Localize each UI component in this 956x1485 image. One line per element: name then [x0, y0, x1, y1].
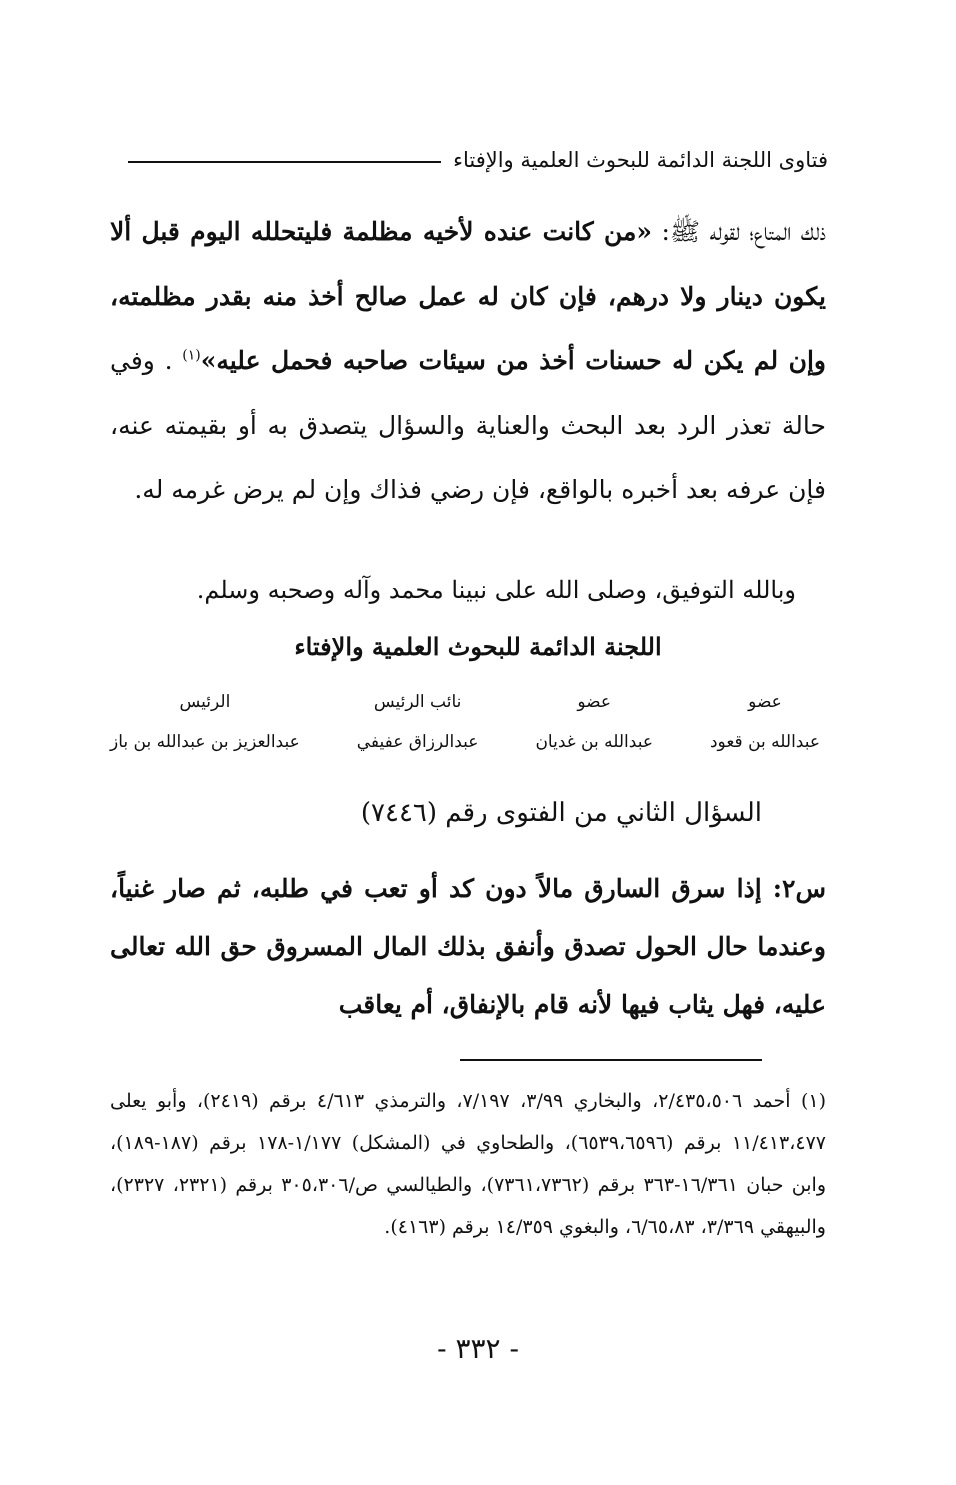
signature-member-2 [535, 692, 653, 752]
footnote: (١) أحمد ٢/٤٣٥،٥٠٦، والبخاري ٣/٩٩، ٧/١٩٧، والترمذي ٤/٦١٣ برقم (٢٤١٩)، وأبو يعلى ١١/٤١٣،٤٧٧ برقم (٦٥٣٩،٦٥٩٦)، والطحاوي في (المشكل) ١/١٧٧-١٧٨ برقم (١٨٧-١٨٩)، وابن حبان ١٦/٣٦١-٣٦٣ برقم (٧٣٦١،٧٣٦٢)، والطيالسي ص/٣٠٥،٣٠٦ برقم (٢٣٢١، ٢٣٢٧)، والبيهقي ٣/٣٦٩، ٦/٦٥،٨٣، والبغوي ١٤/٣٥٩ برقم (٤١٦٣). [110, 1090, 826, 1238]
signature-role: عضو [577, 692, 612, 712]
signature-vice-president [357, 692, 479, 752]
signature-role: نائب الرئيس [373, 692, 462, 712]
signature-block [110, 692, 820, 752]
hadith-quote: «من كانت عنده لأخيه مظلمة فليتحلله اليوم قبل ألا يكون دينار ولا درهم، فإن كان له عمل صالح أخذ منه بقدر مظلمته، وإن لم يكن له حسنات أخذ من سيئات صاحبه فحمل عليه» [110, 217, 826, 375]
signature-name: عبدالله بن غديان [535, 732, 653, 752]
answer-continuation: . وفي حالة تعذر الرد بعد البحث والعناية والسؤال يتصدق به أو بقيمته عنه، فإن عرفه بعد أخبره بالواقع، فإن رضي فذاك وإن لم يرض غرمه له. [110, 346, 826, 504]
signature-member-1 [710, 692, 820, 752]
question-heading: السؤال الثاني من الفتوى رقم (٧٤٤٦) [360, 798, 762, 828]
footnote-separator [460, 1059, 762, 1061]
fatwa-answer-text [110, 200, 826, 523]
committee-title: اللجنة الدائمة للبحوث العلمية والإفتاء [294, 632, 662, 661]
signature-president [110, 692, 300, 752]
footnote-reference[interactable]: (١) [182, 347, 201, 364]
signature-role: عضو [748, 692, 782, 712]
header-title: فتاوى اللجنة الدائمة للبحوث العلمية والإفتاء [453, 148, 828, 172]
signature-name: عبدالرزاق عفيفي [356, 732, 479, 752]
signature-name: عبدالله بن قعود [709, 732, 820, 752]
question-text: س٢: إذا سرق السارق مالاً دون كد أو تعب في طلبه، ثم صار غنياً، وعندما حال الحول تصدق وأنفق بذلك المال المسروق حق الله تعالى عليه، فهل يثاب فيها لأنه قام بالإنفاق، أم يعاقب [110, 874, 826, 1019]
answer-intro: ذلك المتاع؛ لقوله ﷺ: [652, 217, 826, 246]
signature-role: الرئيس [179, 692, 231, 712]
signature-name: عبدالعزيز بن عبدالله بن باز [110, 732, 300, 752]
page-number: - ٣٣٢ - [437, 1332, 519, 1365]
closing-prayer: وبالله التوفيق، وصلى الله على نبينا محمد وآله وصحبه وسلم. [196, 576, 796, 604]
header-rule [128, 161, 441, 163]
running-header [128, 140, 828, 180]
